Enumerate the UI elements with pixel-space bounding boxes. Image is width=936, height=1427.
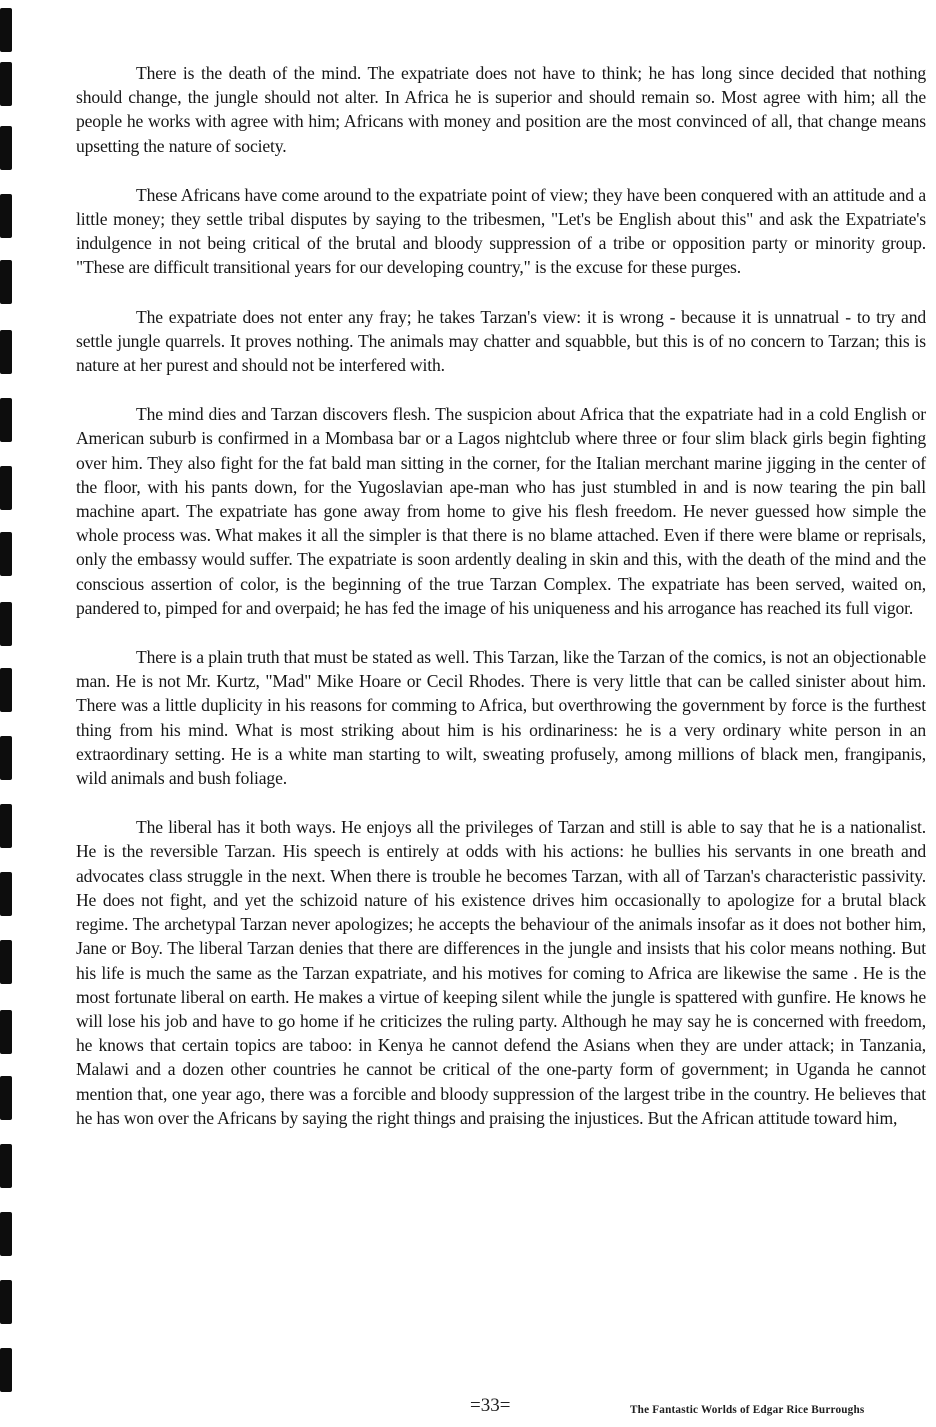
- paragraph: There is the death of the mind. The expatriate does not have to think; he has long since decided that nothing should change, the jungle should not alter. In Africa he is superior and should remain so. Most agree with him; all the people he works with agree with him; Africans with money and position are the most convinced of all, that change means upsetting the nature of society.: [76, 63, 926, 156]
- binding-hole: [0, 872, 12, 916]
- binding-hole: [0, 330, 12, 374]
- binding-hole: [0, 804, 12, 848]
- binding-hole: [0, 736, 12, 780]
- binding-hole: [0, 1212, 12, 1256]
- paragraph: The liberal has it both ways. He enjoys all the privileges of Tarzan and still is able to say that he is a nationalist. He is the reversible Tarzan. His speech is entirely at odds with his actions: he bullies his servants in one breath and advocates class struggle in the next. When there is trouble he becomes Tarzan, with all of Tarzan's characteristic passivity. He does not fight, and yet the schizoid nature of his existence drives him occasionally to apologize for a brutal black regime. The archetypal Tarzan never apologizes; he accepts the behaviour of the animals insofar as it does not bother him, Jane or Boy. The liberal Tarzan denies that there are differences in the jungle and insists that his color means nothing. But his life is much the same as the Tarzan expatriate, and his motives for coming to Africa are likewise the same . He is the most fortunate liberal on earth. He makes a virtue of keeping silent while the jungle is spattered with gunfire. He knows he will lose his job and have to go home if he criticizes the ruling party. Although he may say he is concerned with freedom, he knows that certain topics are taboo: in Kenya he cannot defend the Asians when they are under attack; in Tanzania, Malawi and a dozen other countries he cannot be critical of the one-party form of government; in Uganda he cannot mention that, one year ago, there was a forcible and bloody suppression of the largest tribe in the country. He believes that he has won over the Africans by saying the right things and praising the injustices. But the African attitude toward him,: [76, 817, 926, 1128]
- binding-hole: [0, 940, 12, 984]
- binding-hole: [0, 260, 12, 304]
- binding-hole: [0, 1076, 12, 1120]
- binding-hole: [0, 194, 12, 238]
- binding-hole: [0, 1144, 12, 1188]
- binding-hole: [0, 1348, 12, 1392]
- running-footer-title: The Fantastic Worlds of Edgar Rice Burroughs: [630, 1404, 865, 1416]
- binding-hole: [0, 602, 12, 646]
- binding-hole: [0, 398, 12, 442]
- binding-holes: [0, 0, 16, 1427]
- page-number: =33=: [470, 1395, 511, 1416]
- binding-hole: [0, 466, 12, 510]
- binding-hole: [0, 1010, 12, 1054]
- paragraph: There is a plain truth that must be stated as well. This Tarzan, like the Tarzan of the comics, is not an objectionable man. He is not Mr. Kurtz, "Mad" Mike Hoare or Cecil Rhodes. There is very little that can be called sinister about him. There was a little duplicity in his reasons for comming to Africa, but overthrowing the government by force is the furthest thing from his mind. What is most striking about him is his ordinariness: he is a very ordinary white person in an extraordinary setting. He is a white man starting to wilt, sweating profusely, among millions of black men, frangipanis, wild animals and bush foliage.: [76, 647, 926, 789]
- binding-hole: [0, 126, 12, 170]
- paragraph: The mind dies and Tarzan discovers flesh. The suspicion about Africa that the expatriate had in a cold English or American suburb is confirmed in a Mombasa bar or a Lagos nightclub where three or four slim black girls begin fighting over him. They also fight for the fat bald man sitting in the corner, for the Italian merchant marine jigging in the center of the floor, with his pants down, for the Yugoslavian ape-man who has just stumbled in and is now tearing the pin ball machine apart. The expatriate has gone away from home to give his flesh freedom. He never guessed how simple the whole process was. What makes it all the simpler is that there is no blame attached. Even if there were blame or reprisals, only the embassy would suffer. The expatriate is soon ardently dealing in skin and this, with the death of the mind and the conscious assertion of color, is the beginning of the true Tarzan Complex. The expatriate has been served, waited on, pandered to, pimped for and overpaid; he has fed the image of his uniqueness and his arrogance has reached its full vigor.: [76, 404, 926, 618]
- paragraph: The expatriate does not enter any fray; he takes Tarzan's view: it is wrong - because it is unnatrual - to try and settle jungle quarrels. It proves nothing. The animals may chatter and squabble, but this is of no concern to Tarzan; this is nature at her purest and should not be interfered with.: [76, 306, 926, 376]
- binding-hole: [0, 62, 12, 106]
- binding-hole: [0, 8, 12, 52]
- paragraph: These Africans have come around to the expatriate point of view; they have been conquered with an attitude and a little money; they settle tribal disputes by saying to the tribesmen, "Let's be English about this" and ask the Expatriate's indulgence in not being critical of the brutal and bloody suppression of a tribe or opposition party or minority group. "These are difficult transitional years for our developing country," is the excuse for these purges.: [76, 184, 926, 278]
- binding-hole: [0, 532, 12, 576]
- binding-hole: [0, 668, 12, 712]
- page-body: [76, 61, 926, 1155]
- binding-hole: [0, 1280, 12, 1324]
